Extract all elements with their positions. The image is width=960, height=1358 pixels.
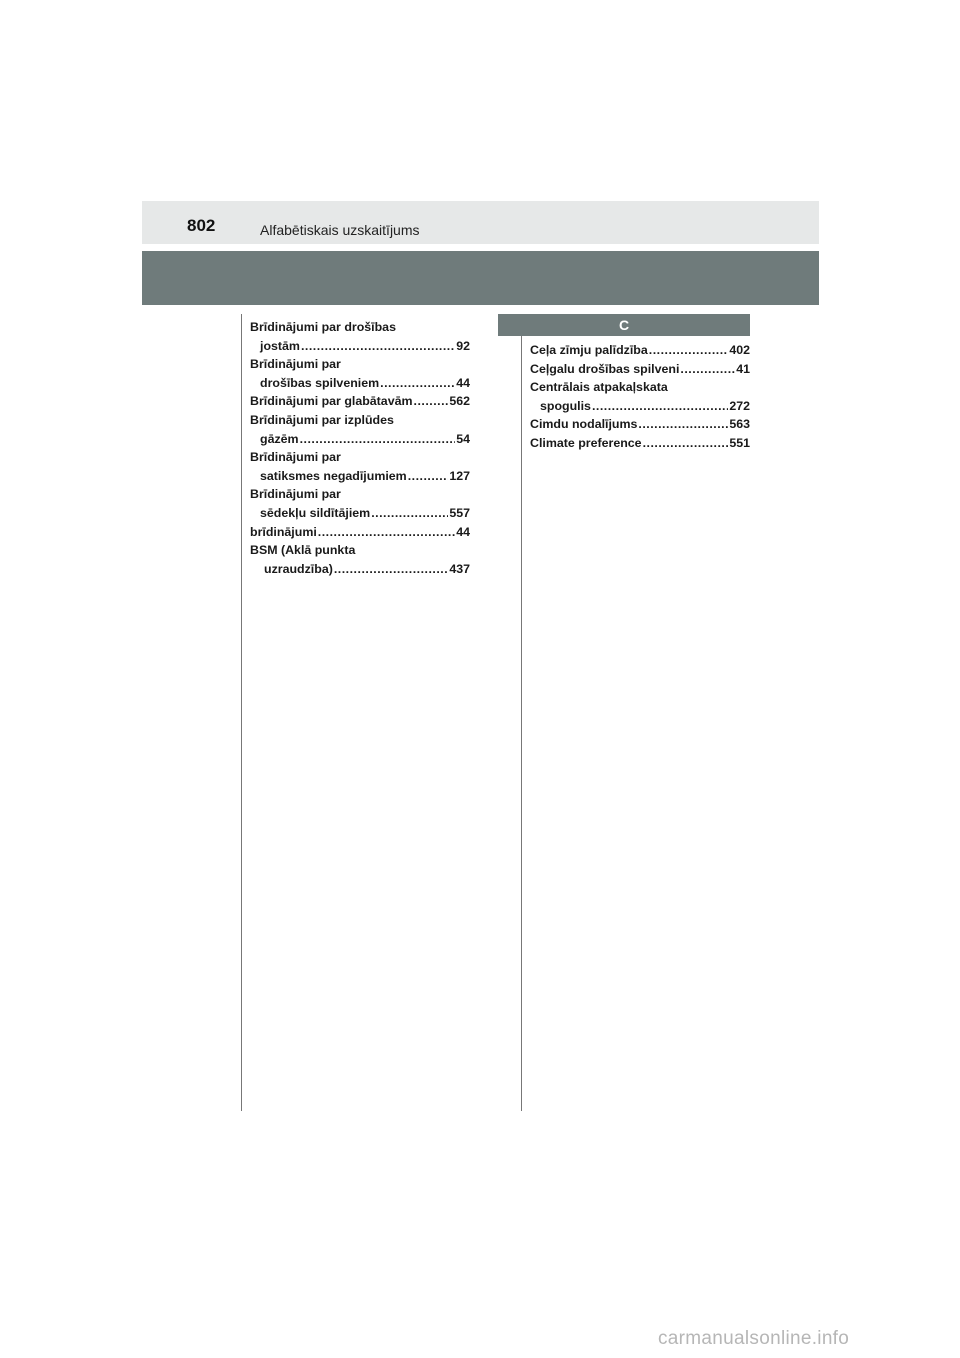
index-entry[interactable] (250, 318, 470, 355)
dot-leader (318, 523, 455, 542)
page-reference[interactable]: 44 (456, 524, 470, 539)
dot-leader (414, 392, 449, 411)
page-number: 802 (187, 216, 216, 235)
dot-leader (380, 374, 455, 393)
dot-leader (638, 415, 728, 434)
index-entry[interactable] (530, 341, 750, 360)
entry-line-with-page (530, 397, 750, 416)
dot-leader (334, 560, 448, 579)
entry-line-with-page (530, 341, 750, 360)
entry-term: Brīdinājumi par glabātavām (250, 394, 413, 409)
entry-term: brīdinājumi (250, 524, 317, 539)
entry-term: satiksmes negadījumiem (260, 468, 407, 483)
index-entry[interactable] (530, 415, 750, 434)
entry-term: Climate preference (530, 435, 642, 450)
entry-term: Cimdu nodalījums (530, 417, 638, 432)
dot-leader (649, 341, 729, 360)
dot-leader (300, 430, 456, 449)
page-reference[interactable]: 557 (449, 505, 470, 520)
page-reference[interactable]: 272 (729, 398, 750, 413)
index-entry[interactable] (530, 360, 750, 379)
entry-line: Brīdinājumi par (250, 450, 341, 465)
page-reference[interactable]: 563 (729, 417, 750, 432)
section-band (142, 251, 819, 305)
entry-line-with-page (530, 415, 750, 434)
index-entry[interactable] (530, 434, 750, 453)
entry-term: Ceļa zīmju palīdzība (530, 343, 648, 357)
entry-line-with-page (250, 392, 470, 411)
entry-term: Ceļgalu drošības spilveni (530, 361, 680, 376)
page-reference[interactable]: 92 (456, 338, 470, 353)
dot-leader (408, 467, 449, 486)
entry-term: sēdekļu sildītājiem (260, 505, 371, 520)
column-rule-left (241, 314, 242, 1111)
entry-term: drošības spilveniem (260, 375, 380, 390)
entry-line-with-page (250, 337, 470, 356)
index-entry[interactable] (250, 485, 470, 522)
column-rule-middle (521, 314, 522, 1111)
page-reference[interactable]: 437 (449, 561, 470, 576)
index-entry[interactable] (250, 448, 470, 485)
entry-term: gāzēm (260, 431, 299, 446)
entry-line-with-page (530, 434, 750, 453)
entry-line-with-page (250, 430, 470, 449)
page-reference[interactable]: 41 (736, 361, 750, 376)
index-column-right (530, 341, 750, 453)
index-entry[interactable] (250, 355, 470, 392)
header-bar (142, 201, 819, 244)
entry-line-with-page (530, 360, 750, 379)
index-entry[interactable] (250, 523, 470, 542)
dot-leader (371, 504, 448, 523)
dot-leader (643, 434, 729, 453)
index-entry[interactable] (530, 378, 750, 415)
entry-term: uzraudzība) (264, 561, 333, 576)
entry-term: spogulis (540, 398, 591, 413)
entry-line: Brīdinājumi par izplūdes (250, 412, 394, 427)
entry-line: Brīdinājumi par (250, 487, 341, 502)
page-reference[interactable]: 54 (456, 431, 470, 446)
entry-line-with-page (250, 467, 470, 486)
entry-line-with-page (250, 523, 470, 542)
index-entry[interactable] (250, 541, 470, 578)
section-letter-heading: C (498, 314, 750, 336)
page-reference[interactable]: 44 (456, 375, 470, 390)
dot-leader (301, 337, 455, 356)
entry-line: Brīdinājumi par (250, 357, 341, 372)
header-title: Alfabētiskais uzskaitījums (260, 222, 420, 238)
page-reference[interactable]: 127 (449, 468, 470, 483)
entry-term: jostām (260, 338, 300, 353)
entry-line-with-page (250, 560, 470, 579)
entry-line: Centrālais atpakaļskata (530, 380, 668, 395)
dot-leader (592, 397, 728, 416)
page-reference[interactable]: 402 (729, 343, 750, 357)
entry-line: BSM (Aklā punkta (250, 543, 356, 558)
index-column-left (250, 318, 470, 578)
entry-line-with-page (250, 374, 470, 393)
page-reference[interactable]: 551 (729, 435, 750, 450)
watermark-link[interactable]: carmanualsonline.info (658, 1328, 850, 1349)
index-entry[interactable] (250, 392, 470, 411)
page-reference[interactable]: 562 (449, 394, 470, 409)
dot-leader (680, 360, 735, 379)
entry-line: Brīdinājumi par drošības (250, 320, 396, 334)
entry-line-with-page (250, 504, 470, 523)
index-entry[interactable] (250, 411, 470, 448)
